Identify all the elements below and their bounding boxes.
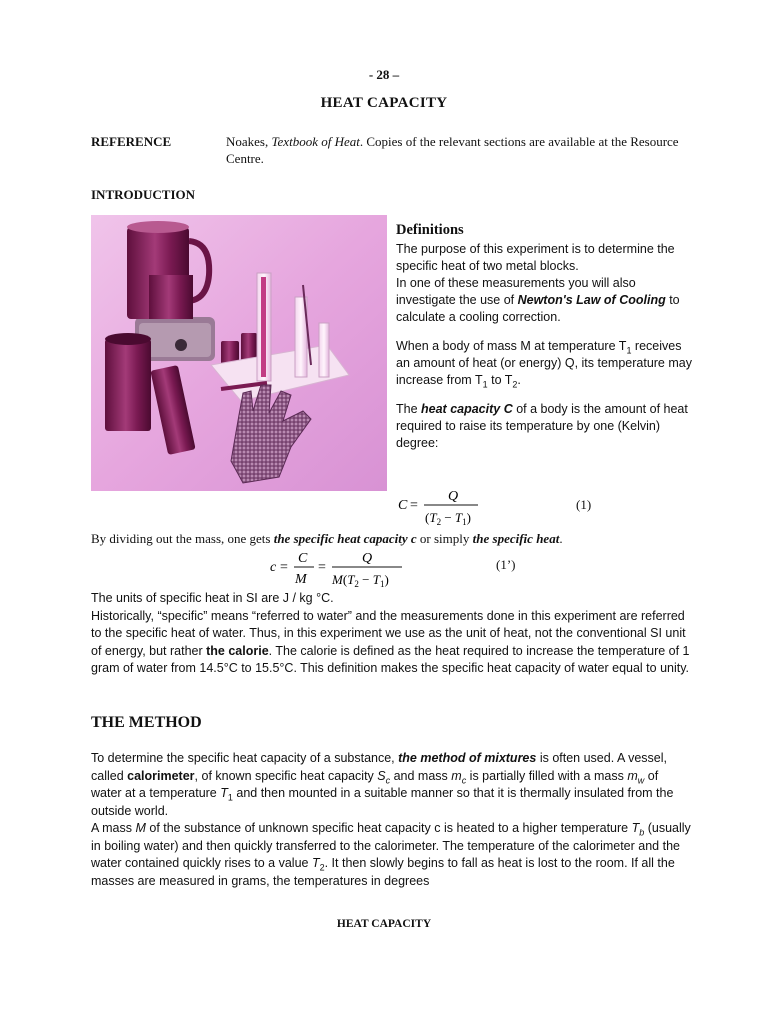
text: . It then slowly begins to fall as heat is lost to the room. If all the masses are measured in grams, the temperatures in degrees [91,856,675,888]
text: , of known specific heat capacity [194,768,378,783]
svg-text:M: M [295,572,307,587]
definitions-heading: Definitions [396,222,464,238]
text: and mass [390,768,452,783]
symbol: m [451,768,462,783]
definitions-text [396,241,696,452]
symbol: M [135,821,146,835]
introduction-heading: INTRODUCTION [91,187,196,202]
text: is often used. A vessel, called [91,751,667,783]
text: to T [487,373,513,387]
svg-text:M(T2 − T1): $M(T_2 - T_1)$ [332,572,389,589]
subscript: c [385,775,391,785]
calorie-term: the calorie [206,643,269,658]
text: of the substance of unknown specific heat capacity c is heated to a higher temperature [145,821,632,835]
text: . [559,531,563,546]
subscript: 2 [319,862,325,873]
heat-capacity-term: heat capacity C [421,402,513,416]
symbol: m [627,768,638,783]
method-heading: THE METHOD [91,714,202,731]
subscript: 1 [482,379,488,390]
subscript: 1 [626,345,632,356]
reference-author: Noakes, [226,134,272,149]
text: Historically, “specific” means “referred to water” and the measurements done in this experiment are referred to the specific heat of water. Thus, in this experiment we use as the unit of heat, not the conventional SI unit of energy, but rather [91,608,686,658]
method-of-mixtures-term: the method of mixtures [398,751,537,765]
symbol: T [311,856,320,870]
definitions-paragraph [396,275,696,326]
definitions-paragraph [396,401,696,452]
text: receives an amount of heat (or energy) Q, its temperature may increase from T [396,339,692,387]
calorimeter-term: calorimeter [127,768,195,783]
specific-heat-term: the specific heat [472,531,560,546]
units-text [91,590,691,678]
equation-1 [396,486,716,530]
subscript: 2 [512,379,518,390]
symbol: T [220,786,228,800]
newtons-law-text: Newton's Law of Cooling [517,293,666,307]
symbol: S [377,768,386,783]
specific-heat-sentence [91,530,731,547]
specific-heat-capacity-term: the specific heat capacity c [273,531,417,546]
svg-text:C: C [298,551,308,566]
equation-1-prime-number: (1’) [496,557,516,572]
reference-label: REFERENCE [91,134,172,149]
method-paragraph [91,820,691,890]
symbol: T [631,821,640,835]
text: A mass [91,821,136,835]
page-footer: HEAT CAPACITY [336,918,432,930]
reference-rest: . Copies of the relevant sections are available at the Resource Centre. [226,134,679,166]
method-text [91,750,691,890]
subscript: 1 [227,792,233,803]
page-title: HEAT CAPACITY [320,95,448,111]
method-paragraph [91,750,691,820]
page-number: - 28 – [368,67,400,82]
history-paragraph [91,608,691,678]
equation-1-number: (1) [576,497,592,512]
subscript: c [461,775,467,785]
equation-1-prime [266,548,466,590]
text: to calculate a cooling correction. [396,293,680,324]
svg-text:(T2 − T1): $(T_2 - T_1)$ [425,510,471,527]
text: To determine the specific heat capacity of a substance, [91,751,399,765]
text: In one of these measurements you will also investigate the use of [396,276,636,307]
reference-book: Textbook of Heat [271,134,360,149]
text: of a body is the amount of heat required to raise its temperature by one (Kelvin) degree: [396,402,688,450]
text: By dividing out the mass, one gets [91,531,274,546]
text: (usually in boiling water) and then quickly transferred to the calorimeter. The temperature of the calorimeter and the water contained quickly rises to a value [91,821,691,870]
svg-text:Q: Q [448,489,459,504]
text: is partially filled with a mass [466,768,628,783]
text: The [396,402,422,416]
definitions-paragraph: The purpose of this experiment is to determine the specific heat of two metal blocks. [396,242,675,273]
text: When a body of mass M at temperature T [396,339,627,353]
subscript: b [639,827,645,838]
text: and then mounted in a suitable manner so that it is thermally insulated from the outside world. [91,786,674,818]
text: . The calorie is defined as the heat required to increase the temperature of 1 gram of water from 14.5°C to 15.5°C. This definition makes the specific heat capacity of water equal to unity. [91,643,690,675]
text: of water at a temperature [91,768,659,800]
calorimeter-photo [91,215,387,491]
subscript: w [637,775,645,785]
units-paragraph: The units of specific heat in SI are J / kg °C. [91,591,334,605]
svg-text:=: = [280,560,288,575]
svg-text:C: C [398,498,408,513]
definitions-paragraph [396,338,696,389]
svg-text:c: c [270,560,277,575]
svg-text:Q: Q [362,551,373,566]
reference-text [226,133,696,167]
text: or simply [416,531,473,546]
text: . [517,373,521,387]
svg-text:=: = [318,560,326,575]
svg-text:=: = [410,498,418,513]
